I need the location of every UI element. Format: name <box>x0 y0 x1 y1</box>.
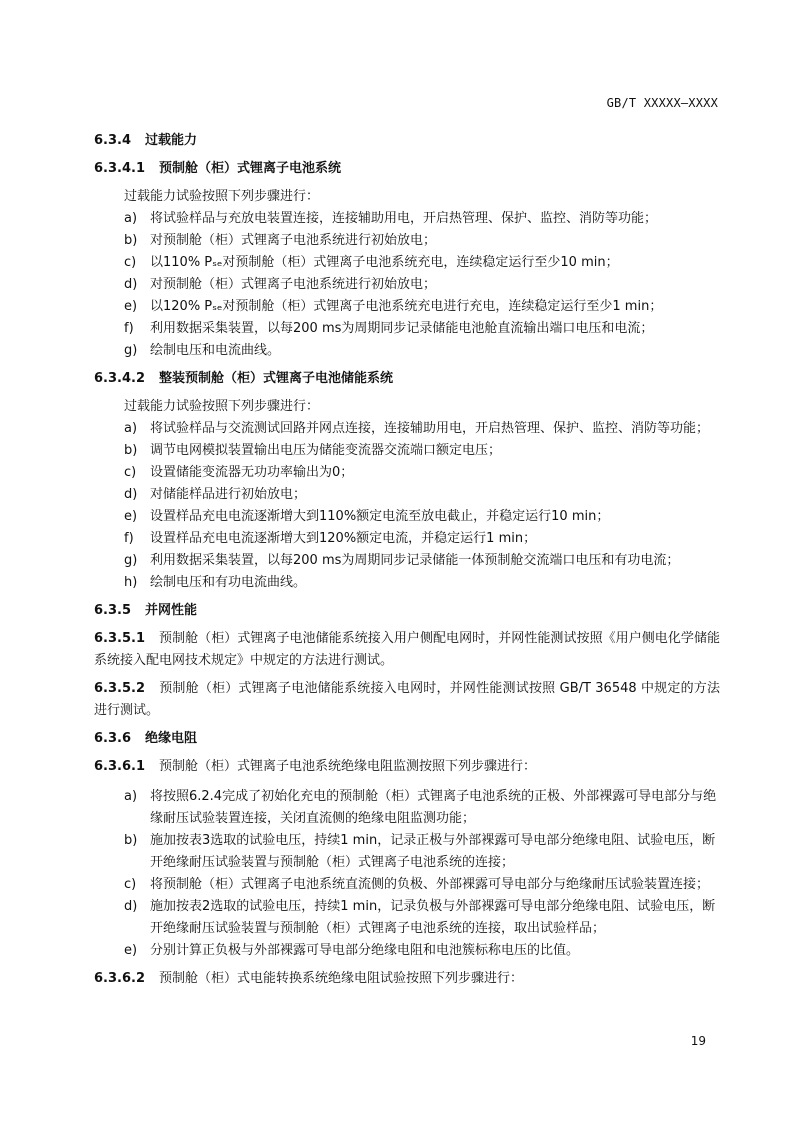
clause-6-3-5-2 <box>94 678 720 722</box>
list-item <box>94 550 720 572</box>
list-item <box>94 252 720 274</box>
list-item-text: 施加按表3选取的试验电压，持续1 min，记录正极与外部裸露可导电部分绝缘电阻、试验电压，断开绝缘耐压试验装置与预制舱（柜）式锂离子电池系统的连接； <box>150 833 716 870</box>
procedure-intro: 过载能力试验按照下列步骤进行： <box>124 189 320 204</box>
list-item-text: 施加按表2选取的试验电压，持续1 min，记录负极与外部裸露可导电部分绝缘电阻、试验电压，断开绝缘耐压试验装置与预制舱（柜）式锂离子电池系统的连接，取出试验样品； <box>150 899 716 936</box>
list-item <box>94 506 720 528</box>
section-title: 绝缘电阻 <box>145 731 198 746</box>
list-item <box>94 830 720 874</box>
list-item-text: 绘制电压和电流曲线。 <box>150 343 281 358</box>
list-item-text: 以110% Pₛₑ对预制舱（柜）式锂离子电池系统充电，连续稳定运行至少10 min； <box>150 255 619 270</box>
list-marker: c) <box>124 877 137 892</box>
list-item-text: 调节电网模拟装置输出电压为储能变流器交流端口额定电压； <box>150 443 502 458</box>
list-marker: g) <box>124 343 138 358</box>
list-item <box>94 296 720 318</box>
list-marker: c) <box>124 255 137 270</box>
list-item-text: 设置样品充电电流逐渐增大到120%额定电流，并稳定运行1 min； <box>150 531 537 546</box>
list-marker: d) <box>124 277 138 292</box>
list-item <box>94 318 720 340</box>
clause-text: 预制舱（柜）式锂离子电池储能系统接入电网时，并网性能测试按照 GB/T 36548 中规定的方法进行测试。 <box>94 681 720 718</box>
section-number: 6.3.4.2 <box>94 371 145 386</box>
list-item-text: 对预制舱（柜）式锂离子电池系统进行初始放电； <box>150 233 437 248</box>
list-item-text: 对预制舱（柜）式锂离子电池系统进行初始放电； <box>150 277 437 292</box>
list-marker: a) <box>124 211 138 226</box>
list-item <box>94 528 720 550</box>
section-6-3-6-heading <box>94 728 720 750</box>
list-marker: b) <box>124 443 138 458</box>
list-item-text: 设置储能变流器无功功率输出为0； <box>150 465 354 480</box>
section-title: 并网性能 <box>145 603 198 618</box>
section-title: 过载能力 <box>145 133 198 148</box>
list-item-text: 设置样品充电电流逐渐增大到110%额定电流至放电截止，并稳定运行10 min； <box>150 509 610 524</box>
list-item-text: 将试验样品与交流测试回路并网点连接，连接辅助用电，开启热管理、保护、监控、消防等功能； <box>150 421 710 436</box>
list-item-text: 将试验样品与充放电装置连接，连接辅助用电，开启热管理、保护、监控、消防等功能； <box>150 211 658 226</box>
list-item <box>94 896 720 940</box>
list-item-text: 利用数据采集装置，以每200 ms为周期同步记录储能一体预制舱交流端口电压和有功电流； <box>150 553 680 568</box>
list-item <box>94 440 720 462</box>
procedure-steps-6-3-4-1 <box>94 208 720 362</box>
clause-number: 6.3.6.1 <box>94 759 145 774</box>
section-6-3-5-heading <box>94 600 720 622</box>
list-marker: e) <box>124 943 138 958</box>
procedure-intro: 过载能力试验按照下列步骤进行： <box>124 399 320 414</box>
list-item-text: 利用数据采集装置，以每200 ms为周期同步记录储能电池舱直流输出端口电压和电流； <box>150 321 654 336</box>
clause-6-3-5-1 <box>94 628 720 672</box>
list-item <box>94 418 720 440</box>
clause-text: 预制舱（柜）式锂离子电池系统绝缘电阻监测按照下列步骤进行： <box>159 759 537 774</box>
procedure-steps-6-3-4-2 <box>94 418 720 594</box>
section-number: 6.3.4 <box>94 133 132 148</box>
list-marker: h) <box>124 575 138 590</box>
document-code-header: GB/T XXXXX—XXXX <box>606 96 718 110</box>
page-number: 19 <box>690 1034 706 1048</box>
list-marker: a) <box>124 789 138 804</box>
list-marker: g) <box>124 553 138 568</box>
list-marker: a) <box>124 421 138 436</box>
section-number: 6.3.5 <box>94 603 132 618</box>
list-marker: e) <box>124 299 138 314</box>
clause-text: 预制舱（柜）式电能转换系统绝缘电阻试验按照下列步骤进行： <box>159 971 524 986</box>
clause-6-3-6-2 <box>94 968 720 990</box>
list-item-text: 绘制电压和有功电流曲线。 <box>150 575 307 590</box>
clause-number: 6.3.5.1 <box>94 631 145 646</box>
section-title: 预制舱（柜）式锂离子电池系统 <box>159 161 342 176</box>
list-marker: f) <box>124 321 134 336</box>
list-marker: d) <box>124 899 138 914</box>
clause-number: 6.3.5.2 <box>94 681 145 696</box>
section-6-3-4-2-heading <box>94 368 720 390</box>
list-item <box>94 462 720 484</box>
list-item <box>94 786 720 830</box>
list-marker: b) <box>124 833 138 848</box>
list-item <box>94 340 720 362</box>
list-item <box>94 484 720 506</box>
list-item-text: 以120% Pₛₑ对预制舱（柜）式锂离子电池系统充电进行充电，连续稳定运行至少1 min； <box>150 299 663 314</box>
list-item-text: 将预制舱（柜）式锂离子电池系统直流侧的负极、外部裸露可导电部分与绝缘耐压试验装置连接； <box>150 877 710 892</box>
clause-6-3-6-1 <box>94 756 720 778</box>
section-number: 6.3.6 <box>94 731 132 746</box>
list-item <box>94 208 720 230</box>
list-marker: b) <box>124 233 138 248</box>
list-item <box>94 874 720 896</box>
section-number: 6.3.4.1 <box>94 161 145 176</box>
document-body <box>94 124 720 996</box>
list-marker: c) <box>124 465 137 480</box>
list-marker: d) <box>124 487 138 502</box>
list-item <box>94 940 720 962</box>
list-item-text: 对储能样品进行初始放电； <box>150 487 307 502</box>
list-item <box>94 572 720 594</box>
procedure-steps-6-3-6-1 <box>94 786 720 962</box>
list-item-text: 分别计算正负极与外部裸露可导电部分绝缘电阻和电池簇标称电压的比值。 <box>150 943 580 958</box>
list-marker: e) <box>124 509 138 524</box>
section-6-3-4-1-heading <box>94 158 720 180</box>
list-item-text: 将按照6.2.4完成了初始化充电的预制舱（柜）式锂离子电池系统的正极、外部裸露可导电部分与绝缘耐压试验装置连接，关闭直流侧的绝缘电阻监测功能； <box>150 789 717 826</box>
list-marker: f) <box>124 531 134 546</box>
clause-text: 预制舱（柜）式锂离子电池储能系统接入用户侧配电网时，并网性能测试按照《用户侧电化学储能系统接入配电网技术规定》中规定的方法进行测试。 <box>94 631 720 668</box>
list-item <box>94 230 720 252</box>
section-6-3-4-heading <box>94 130 720 152</box>
section-title: 整装预制舱（柜）式锂离子电池储能系统 <box>159 371 394 386</box>
clause-number: 6.3.6.2 <box>94 971 145 986</box>
list-item <box>94 274 720 296</box>
